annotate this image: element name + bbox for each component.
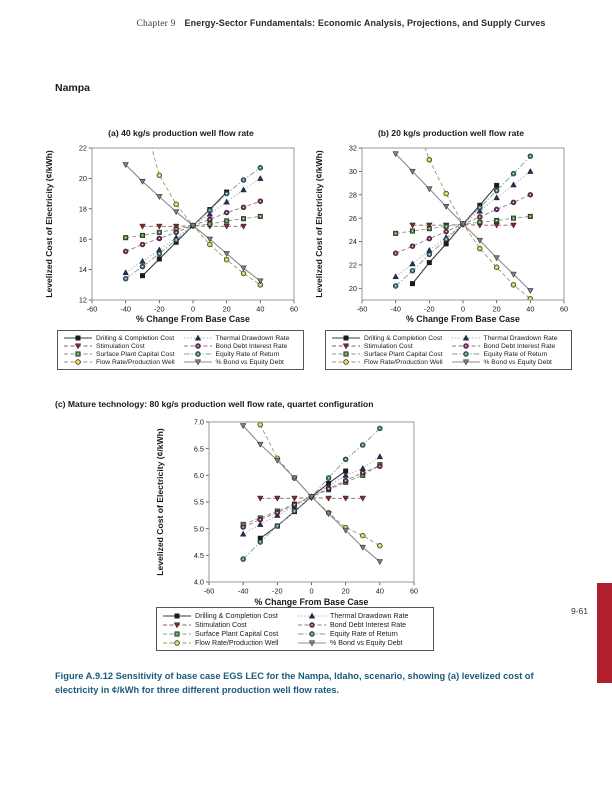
svg-text:20: 20 (78, 174, 87, 183)
legend-marker-triangle-down-icon (451, 358, 481, 366)
svg-text:-20: -20 (154, 304, 165, 314)
svg-text:7.0: 7.0 (193, 417, 204, 427)
svg-text:0: 0 (190, 304, 196, 314)
svg-text:40: 40 (526, 304, 535, 314)
legend-item-surface (162, 629, 293, 638)
legend-item-pct_bond (451, 358, 567, 366)
legend-item-equity (297, 629, 428, 638)
legend-item-thermal (183, 334, 299, 342)
svg-text:20: 20 (222, 304, 231, 314)
legend-marker-triangle-down-icon (162, 621, 192, 629)
svg-text:22: 22 (78, 143, 87, 153)
legend-label: Bond Debt Interest Rate (330, 620, 407, 629)
chart-b-legend (325, 330, 572, 370)
legend-item-thermal (297, 611, 428, 620)
legend-label: Thermal Drawdown Rate (483, 334, 558, 342)
legend-label: Flow Rate/Production Well (195, 638, 279, 647)
svg-text:12: 12 (78, 295, 87, 305)
svg-text:-20: -20 (424, 304, 435, 314)
legend-marker-triangle-down-icon (331, 342, 361, 350)
legend-marker-triangle-down-icon (297, 639, 327, 647)
legend-marker-square-icon (331, 350, 361, 358)
svg-text:-60: -60 (86, 304, 98, 314)
legend-marker-circle-icon (183, 342, 213, 350)
chart-a-plot (42, 141, 307, 330)
svg-text:28: 28 (348, 190, 357, 200)
legend-item-surface (63, 350, 179, 358)
legend-marker-circle-icon (63, 358, 93, 366)
svg-text:-60: -60 (356, 304, 368, 314)
svg-text:-60: -60 (203, 586, 215, 596)
legend-marker-circle-icon (297, 630, 327, 638)
legend-marker-triangle-down-icon (63, 342, 93, 350)
series-drilling (258, 469, 348, 541)
legend-marker-circle-icon (183, 350, 213, 358)
svg-text:% Change From Base Case: % Change From Base Case (254, 597, 369, 607)
legend-label: Thermal Drawdown Rate (330, 611, 409, 620)
legend-label: Equity Rate of Return (483, 350, 548, 358)
series-flow (258, 422, 382, 548)
legend-marker-square-icon (162, 612, 192, 620)
svg-text:-20: -20 (272, 586, 283, 596)
legend-label: Drilling & Completion Cost (364, 334, 443, 342)
legend-label: Bond Debt Interest Rate (483, 342, 556, 350)
legend-marker-circle-icon (451, 342, 481, 350)
legend-marker-triangle-up-icon (183, 334, 213, 342)
chart-a-title: (a) 40 kg/s production well flow rate (108, 128, 254, 138)
svg-text:Levelized Cost of Electricity: Levelized Cost of Electricity (¢/kWh) (44, 150, 54, 298)
legend-item-surface (331, 350, 447, 358)
legend-label: % Bond vs Equity Debt (483, 358, 552, 366)
legend-marker-circle-icon (297, 621, 327, 629)
legend-marker-circle-icon (451, 350, 481, 358)
legend-marker-triangle-up-icon (451, 334, 481, 342)
legend-item-flow (63, 358, 179, 366)
legend-label: % Bond vs Equity Debt (215, 358, 284, 366)
svg-text:20: 20 (492, 304, 501, 314)
series-drilling (140, 190, 229, 278)
chart-c-title: (c) Mature technology: 80 kg/s production well flow rate, quartet configuration (55, 399, 374, 409)
svg-text:14: 14 (78, 265, 87, 275)
legend-item-drilling (331, 334, 447, 342)
legend-item-equity (183, 350, 299, 358)
legend-item-pct_bond (183, 358, 299, 366)
svg-text:-40: -40 (390, 304, 401, 314)
chart-b-plot (312, 141, 577, 330)
legend-marker-triangle-down-icon (183, 358, 213, 366)
legend-item-thermal (451, 334, 567, 342)
legend-label: Drilling & Completion Cost (195, 611, 278, 620)
svg-text:20: 20 (341, 586, 350, 596)
legend-label: Equity Rate of Return (215, 350, 280, 358)
legend-item-bond_debt (451, 342, 567, 350)
legend-marker-triangle-up-icon (297, 612, 327, 620)
legend-item-stimulation (63, 342, 179, 350)
svg-text:60: 60 (559, 304, 569, 314)
legend-item-equity (451, 350, 567, 358)
legend-label: Drilling & Completion Cost (96, 334, 175, 342)
page-header (0, 13, 612, 31)
legend-marker-square-icon (63, 350, 93, 358)
legend-label: Surface Plant Capital Cost (195, 629, 279, 638)
legend-marker-square-icon (331, 334, 361, 342)
svg-text:24: 24 (348, 237, 357, 247)
legend-label: Stimulation Cost (96, 342, 145, 350)
legend-item-stimulation (162, 620, 293, 629)
svg-text:18: 18 (78, 204, 87, 214)
legend-marker-circle-icon (162, 639, 192, 647)
legend-label: Stimulation Cost (195, 620, 247, 629)
legend-label: Equity Rate of Return (330, 629, 398, 638)
svg-text:% Change From Base Case: % Change From Base Case (406, 314, 520, 324)
svg-text:60: 60 (409, 586, 419, 596)
svg-text:4.5: 4.5 (193, 550, 204, 560)
svg-text:40: 40 (256, 304, 265, 314)
svg-text:26: 26 (348, 213, 357, 223)
legend-label: Flow Rate/Production Well (364, 358, 443, 366)
svg-text:20: 20 (348, 283, 357, 293)
legend-item-drilling (63, 334, 179, 342)
legend-label: Bond Debt Interest Rate (215, 342, 288, 350)
legend-label: % Bond vs Equity Debt (330, 638, 403, 647)
svg-text:4.0: 4.0 (193, 577, 204, 587)
accent-bar (597, 583, 612, 683)
svg-text:-40: -40 (237, 586, 249, 596)
legend-label: Stimulation Cost (364, 342, 413, 350)
chart-a-svg (42, 141, 307, 325)
svg-text:40: 40 (375, 586, 384, 596)
chart-c-legend (156, 607, 434, 651)
legend-item-drilling (162, 611, 293, 620)
legend-marker-square-icon (162, 630, 192, 638)
chart-b-title: (b) 20 kg/s production well flow rate (377, 128, 525, 138)
chart-b-svg (312, 141, 577, 325)
legend-item-bond_debt (183, 342, 299, 350)
legend-item-flow (331, 358, 447, 366)
svg-text:-40: -40 (120, 304, 131, 314)
svg-text:16: 16 (78, 234, 87, 244)
legend-item-flow (162, 638, 293, 647)
legend-marker-square-icon (63, 334, 93, 342)
chart-a-legend (57, 330, 304, 370)
series-drilling (410, 183, 499, 286)
legend-label: Surface Plant Capital Cost (96, 350, 175, 358)
svg-text:22: 22 (348, 260, 357, 270)
legend-item-stimulation (331, 342, 447, 350)
svg-text:Levelized Cost of Electricity: Levelized Cost of Electricity (¢/kWh) (314, 150, 324, 298)
page-number: 9-61 (571, 606, 589, 616)
svg-text:% Change From Base Case: % Change From Base Case (136, 314, 250, 324)
legend-marker-circle-icon (331, 358, 361, 366)
legend-label: Thermal Drawdown Rate (215, 334, 290, 342)
svg-text:30: 30 (348, 166, 357, 176)
svg-text:6.0: 6.0 (193, 470, 204, 480)
legend-item-bond_debt (297, 620, 428, 629)
svg-text:5.0: 5.0 (193, 524, 204, 534)
header-title: Energy-Sector Fundamentals: Economic Analysis, Projections, and Supply Curves (184, 18, 546, 28)
svg-text:0: 0 (460, 304, 466, 314)
svg-text:Levelized Cost of Electricity: Levelized Cost of Electricity (¢/kWh) (155, 428, 165, 576)
chart-c-plot (153, 414, 438, 613)
legend-label: Flow Rate/Production Well (96, 358, 175, 366)
svg-text:6.5: 6.5 (193, 444, 204, 454)
chart-c-svg (153, 414, 438, 608)
legend-label: Surface Plant Capital Cost (364, 350, 443, 358)
svg-text:60: 60 (289, 304, 299, 314)
svg-text:5.5: 5.5 (193, 497, 204, 507)
svg-text:0: 0 (309, 586, 314, 596)
svg-text:32: 32 (348, 143, 357, 153)
section-title: Nampa (55, 82, 91, 94)
legend-item-pct_bond (297, 638, 428, 647)
figure-caption: Figure A.9.12 Sensitivity of base case EGS LEC for the Nampa, Idaho, scenario, showing (a) levelized cost of electricity in ¢/kWh for three different production well flow rates. (55, 671, 534, 695)
chapter-label: Chapter 9 (136, 19, 176, 29)
